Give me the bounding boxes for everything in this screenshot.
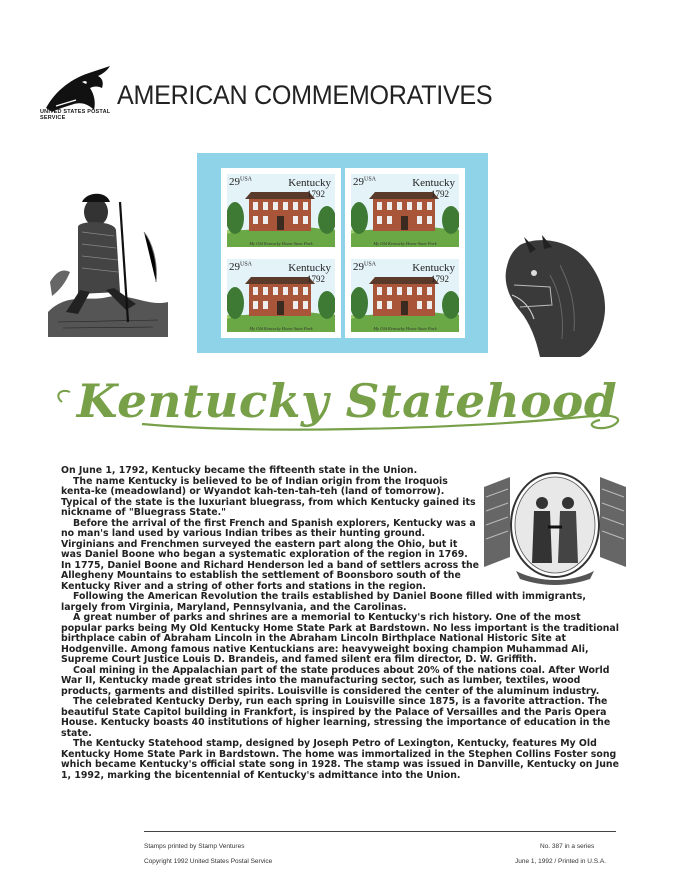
horse-head-engraving-icon xyxy=(500,235,612,357)
frontiersman-engraving-icon xyxy=(48,172,168,337)
stamp-top-left: $29^{USA}$ Kentucky 1792 My Old Kentucky Home State Park xyxy=(221,168,341,253)
printer-credit: Stamps printed by Stamp Ventures xyxy=(144,843,245,850)
issue-date: June 1, 1992 / Printed in U.S.A. xyxy=(515,858,607,865)
stamp-top-right: $29^{USA}$ Kentucky 1792 My Old Kentucky Home State Park xyxy=(345,168,465,253)
paragraph: A great number of parks and shrines are a memorial to Kentucky's rich history. One of the most popular parks being My Old Kentucky Home State Park at Bardstown. No less important is the traditional birthplace cabin of Abraham Lincoln in the Abraham Lincoln Birthplace National Historic Site at Hodgenville. Among famous native Kentuckians are: heavyweight boxing champion Muhammad Ali, Supreme Court Justice Louis D. Brandeis, and famed silent era film director, D. W. Griffith. xyxy=(61,612,619,665)
series-title: AMERICAN COMMEMORATIVES xyxy=(117,80,493,110)
main-title: Kentucky Statehood xyxy=(52,372,642,444)
paragraph: The celebrated Kentucky Derby, run each spring in Louisville since 1875, is a favorite attraction. The beautiful State Capitol building in Frankfort, is inspired by the Palace of Versailles and the Paris Opera House. Kentucky boasts 40 institutions of higher learning, stressing the importance of education in the state. xyxy=(61,696,611,739)
series-number: No. 387 in a series xyxy=(540,843,595,850)
body-text xyxy=(61,466,621,781)
paragraph: The Kentucky Statehood stamp, designed by Joseph Petro of Lexington, Kentucky, features My Old Kentucky Home State Park in Bardstown. The home was immortalized in the Stephen Collins Foster song which became Kentucky's official state song in 1928. The stamp was issued in Danville, Kentucky on June 1, 1992, marking the bicentennial of Kentucky's admittance into the Union. xyxy=(61,738,619,781)
copyright-notice: Copyright 1992 United States Postal Service xyxy=(144,858,273,865)
paragraph: The name Kentucky is believed to be of Indian origin from the Iroquois kenta-ke (meadowland) or Wyandot kah-ten-tah-teh (land of tomorrow). Typical of the state is the luxuriant bluegrass, from which Kentucky gained its nickname of "Bluegrass State." xyxy=(61,475,476,518)
stamp-bottom-left: $29^{USA}$ Kentucky 1792 My Old Kentucky Home State Park xyxy=(221,253,341,338)
paragraph: Coal mining in the Appalachian part of the state produces about 20% of the nations coal. After World War II, Kentucky made great strides into the manufacturing sector, such as lumber, textiles, wood products, garments and distilled spirits. Louisville is considered the center of the aluminum industry. xyxy=(61,664,610,697)
agency-name: UNITED STATES POSTAL SERVICE xyxy=(40,109,111,121)
paragraph: On June 1, 1792, Kentucky became the fifteenth state in the Union. xyxy=(61,465,418,476)
stamp-bottom-right: $29^{USA}$ Kentucky 1792 My Old Kentucky Home State Park xyxy=(345,253,465,338)
paragraph: Following the American Revolution the trails established by Daniel Boone filled with immigrants, largely from Virginia, Maryland, Pennsylvania, and the Carolinas. xyxy=(61,591,586,613)
footer-divider xyxy=(144,831,616,832)
paragraph: Before the arrival of the first French and Spanish explorers, Kentucky was a no man's land used by various Indian tribes as their hunting ground. Virginians and Frenchmen surveyed the eastern part along the Ohio, but it was Daniel Boone who began a systematic exploration of the region in 1769. In 1775, Daniel Boone and Richard Henderson led a band of settlers across the Allegheny Mountains to establish the settlement of Boonsboro south of the Kentucky River and a string of other forts and stations in the region. xyxy=(61,517,480,592)
stamp-block xyxy=(197,153,488,353)
